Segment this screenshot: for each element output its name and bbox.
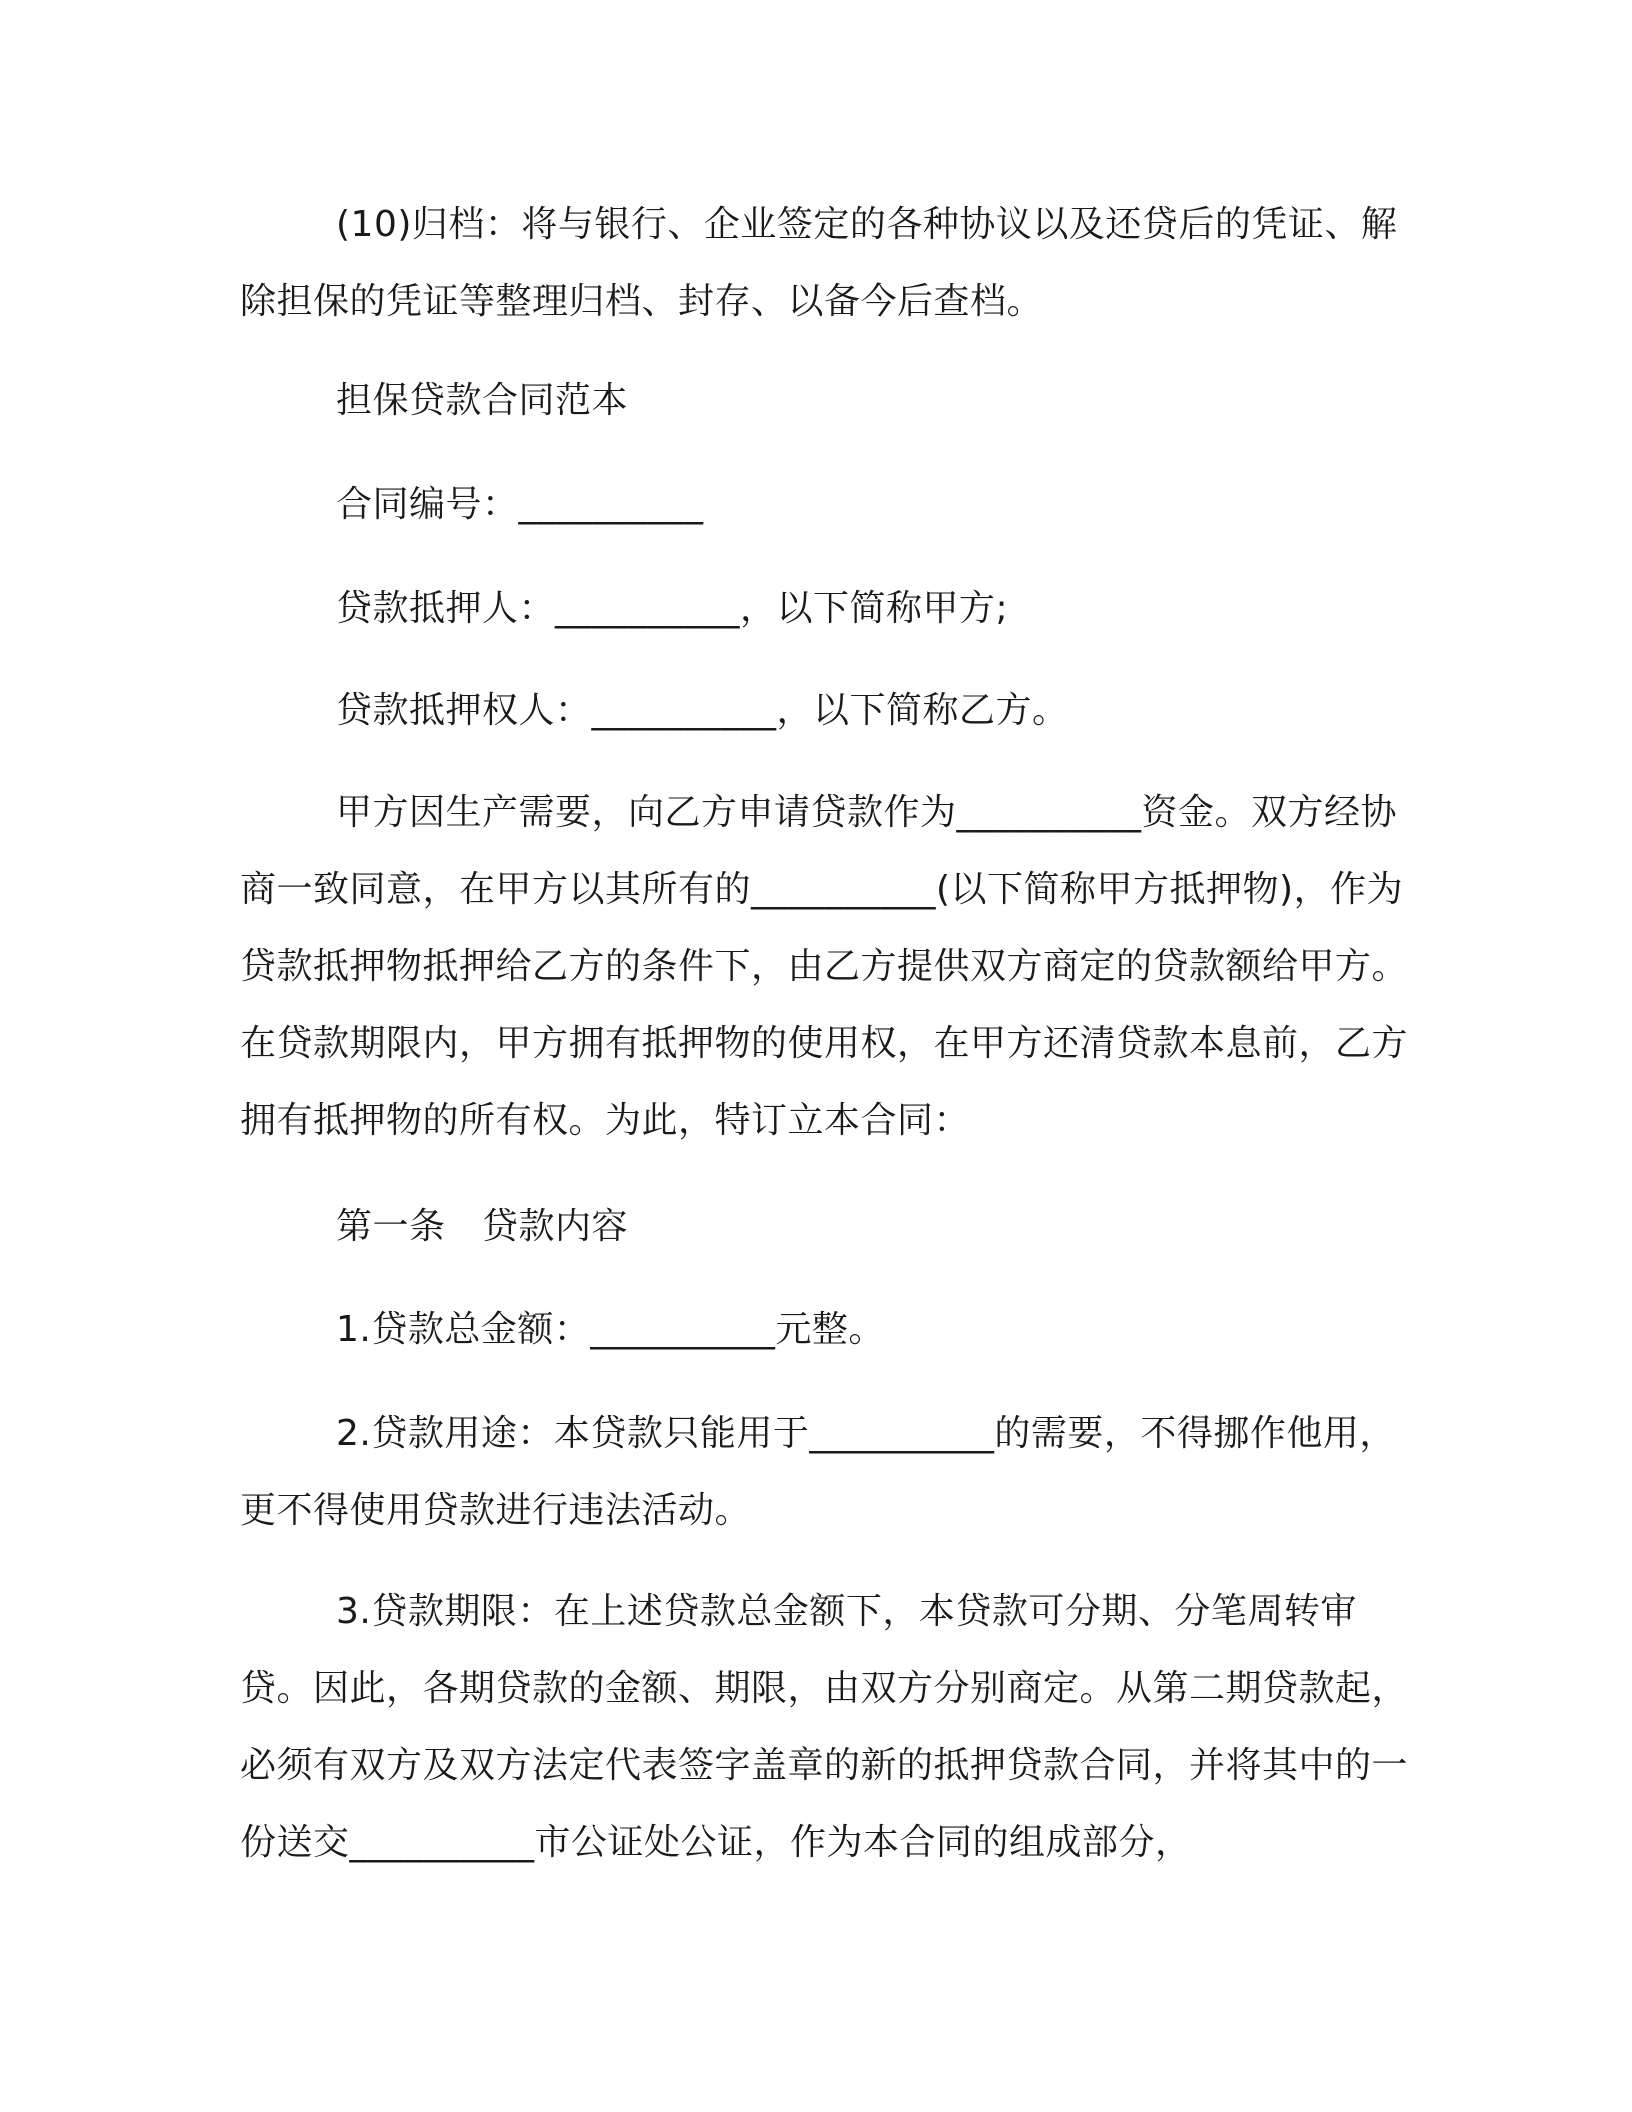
archive-paragraph: (10)归档：将与银行、企业签定的各种协议以及还贷后的凭证、解除担保的凭证等整理归档、封存、以备今后查档。 <box>240 204 1398 322</box>
loan-purpose-paragraph: 2.贷款用途：本贷款只能用于__________的需要，不得挪作他用，更不得使用贷款进行违法活动。 <box>240 1413 1396 1531</box>
mortgagor-line: 贷款抵押人：__________，以下简称甲方; <box>336 588 1009 629</box>
loan-amount-line: 1.贷款总金额：__________元整。 <box>336 1309 885 1350</box>
contract-number-line: 合同编号：__________ <box>336 484 704 525</box>
mortgagee-line: 贷款抵押权人：__________，以下简称乙方。 <box>336 690 1069 731</box>
contract-title: 担保贷款合同范本 <box>336 380 629 421</box>
loan-term-paragraph: 3.贷款期限：在上述贷款总金额下，本贷款可分期、分笔周转审贷。因此，各期贷款的金额、期限，由双方分别商定。从第二期贷款起，必须有双方及双方法定代表签字盖章的新的抵押贷款合同，并将其中的一份送交__________市公证处公证，作为本合同的组成部分， <box>240 1591 1409 1863</box>
contract-intro-paragraph: 甲方因生产需要，向乙方申请贷款作为__________资金。双方经协商一致同意，在甲方以其所有的__________(以下简称甲方抵押物)，作为贷款抵押物抵押给乙方的条件下，由乙方提供双方商定的贷款额给甲方。在贷款期限内，甲方拥有抵押物的使用权，在甲方还清贷款本息前，乙方拥有抵押物的所有权。为此，特订立本合同： <box>240 792 1409 1141</box>
article-heading: 第一条 贷款内容 <box>336 1206 629 1247</box>
